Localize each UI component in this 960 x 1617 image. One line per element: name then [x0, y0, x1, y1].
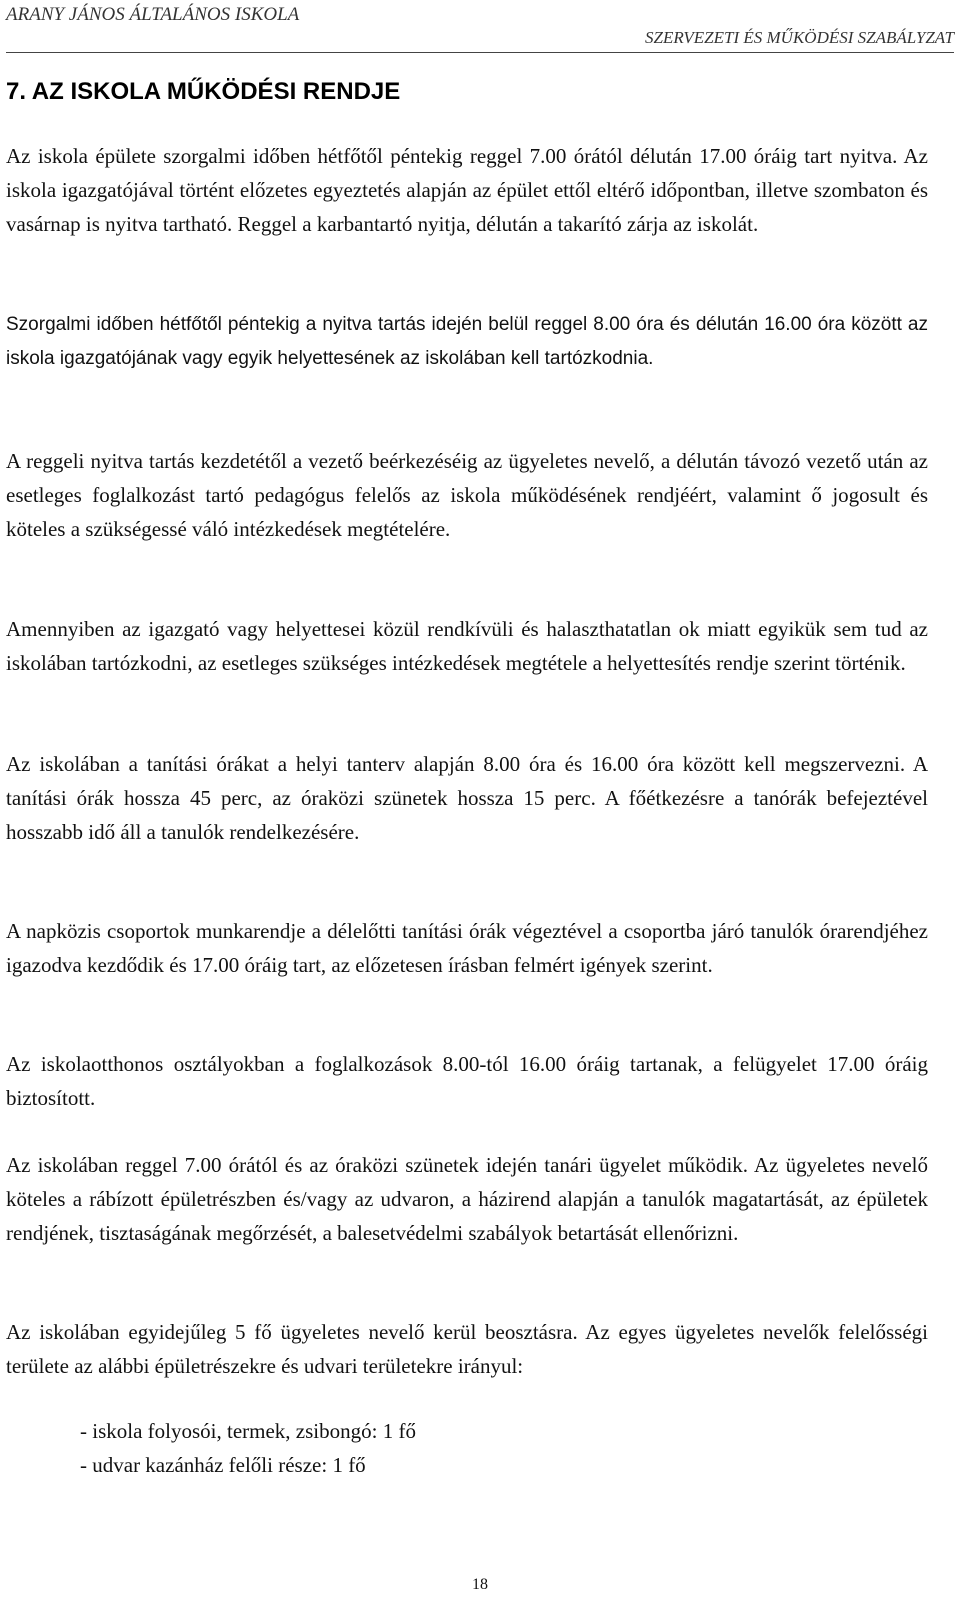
paragraph-substitution: Amennyiben az igazgató vagy helyettesei közül rendkívüli és halaszthatatlan ok miatt egyikük sem tud az iskolában tartózkodni, az esetleges szükséges intézkedések megtétele a helyettesítés rendje szerint történik. — [6, 617, 928, 675]
page-number: 18 — [472, 1576, 488, 1593]
document-title: SZERVEZETI ÉS MŰKÖDÉSI SZABÁLYZAT — [645, 28, 954, 47]
header-divider — [6, 52, 954, 53]
paragraph-duty-areas: Az iskolában egyidejűleg 5 fő ügyeletes nevelő kerül beosztásra. Az egyes ügyeletes nevelők felelősségi területe az alábbi épületrészekre és udvari területekre irányul: — [6, 1320, 928, 1378]
paragraph-day-care: A napközis csoportok munkarendje a délelőtti tanítási órák végeztével a csoportba járó tanulók órarendjéhez igazodva kezdődik és 17.00 óráig tart, az előzetesen írásban felmért igények szerint. — [6, 919, 928, 977]
paragraph-school-home-classes: Az iskolaotthonos osztályokban a foglalkozások 8.00-tól 16.00 óráig tartanak, a felügyelet 17.00 óráig biztosított. — [6, 1052, 928, 1110]
paragraph-opening-hours: Az iskola épülete szorgalmi időben hétfőtől péntekig reggel 7.00 órától délután 17.00 óráig tart nyitva. Az iskola igazgatójával történt előzetes egyeztetés alapján az épület ettől eltérő időpontban, illetve szombaton és vasárnap is nyitva tartható. Reggel a karbantartó nyitja, délután a takarító zárja az iskolát. — [6, 144, 928, 236]
duty-area-list — [80, 1414, 416, 1482]
paragraph-lesson-schedule: Az iskolában a tanítási órákat a helyi tanterv alapján 8.00 óra és 16.00 óra között kell megszervezni. A tanítási órák hossza 45 perc, az óraközi szünetek hossza 15 perc. A főétkezésre a tanórák befejeztével hosszabb idő áll a tanulók rendelkezésére. — [6, 752, 928, 844]
list-item: - iskola folyosói, termek, zsibongó: 1 fő — [80, 1419, 416, 1443]
school-name: ARANY JÁNOS ÁLTALÁNOS ISKOLA — [6, 4, 300, 25]
paragraph-teacher-duty: Az iskolában reggel 7.00 órától és az óraközi szünetek idején tanári ügyelet működik. Az ügyeletes nevelő köteles a rábízott épületrészben és/vagy az udvaron, a házirend alapján a tanulók magatartását, az épületek rendjének, tisztaságának megőrzését, a balesetvédelmi szabályok betartását ellenőrizni. — [6, 1153, 928, 1245]
paragraph-duty-responsibility: A reggeli nyitva tartás kezdetétől a vezető beérkezéséig az ügyeletes nevelő, a délután távozó vezető után az esetleges foglalkozást tartó pedagógus felelős az iskola működésének rendjéért, valamint ő jogosult és köteles a szükségessé váló intézkedések megtételére. — [6, 449, 928, 541]
section-heading: 7. AZ ISKOLA MŰKÖDÉSI RENDJE — [6, 78, 401, 105]
running-header — [0, 0, 960, 60]
list-item: - udvar kazánház felőli része: 1 fő — [80, 1453, 366, 1477]
paragraph-leadership-presence: Szorgalmi időben hétfőtől péntekig a nyitva tartás idején belül reggel 8.00 óra és délután 16.00 óra között az iskola igazgatójának vagy egyik helyettesének az iskolában kell tartózkodnia. — [6, 314, 928, 369]
